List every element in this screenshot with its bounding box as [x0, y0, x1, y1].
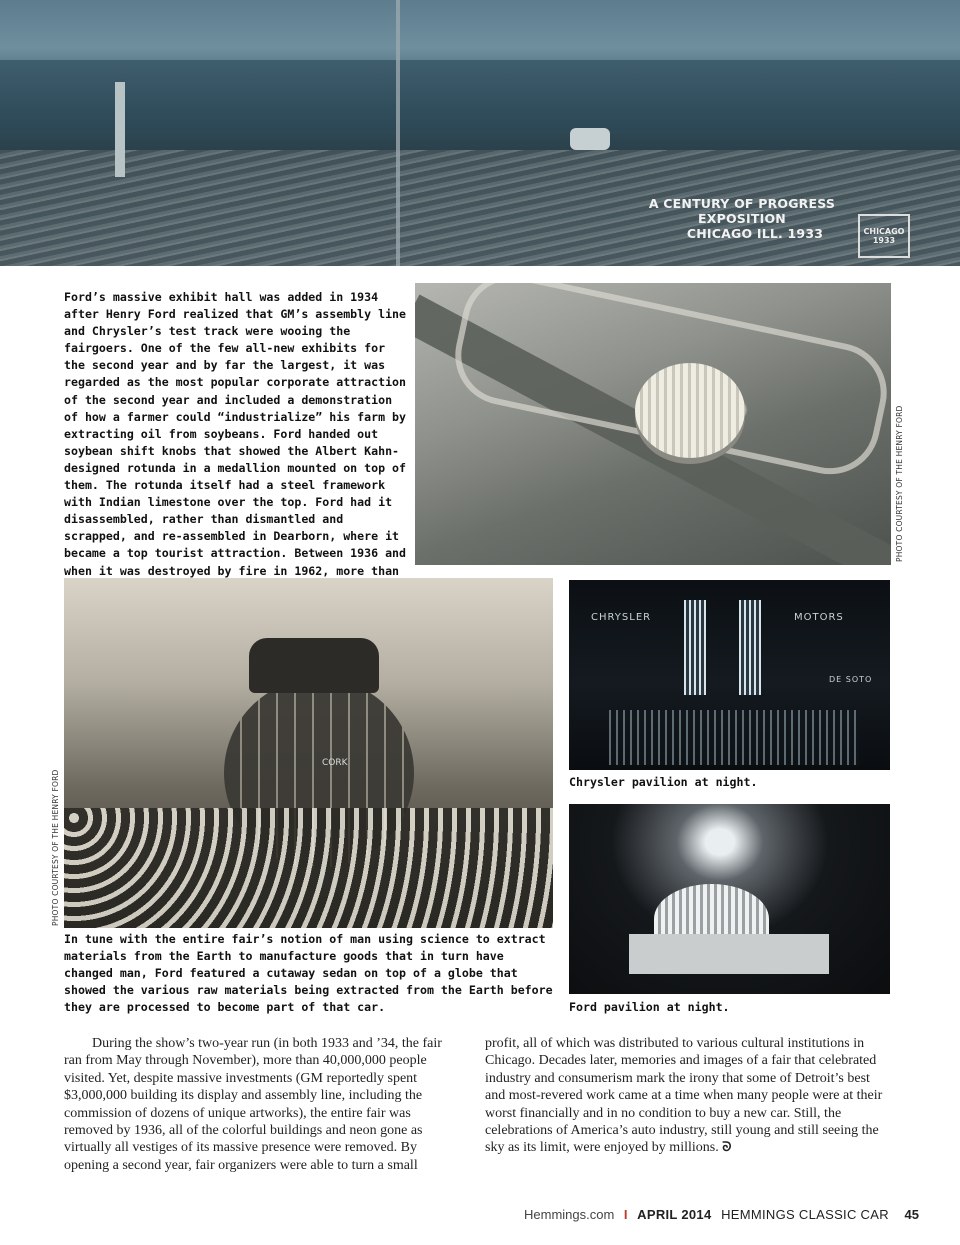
- page-number: 45: [904, 1207, 919, 1222]
- tower-shape: [115, 82, 125, 177]
- ford-rotunda-aerial-photo: [415, 283, 891, 565]
- panorama-photo: [0, 0, 960, 266]
- chrysler-caption: Chrysler pavilion at night.: [569, 775, 758, 789]
- globe-exhibit-caption: In tune with the entire fair’s notion of man using science to extract materials from the Earth to manufacture goods that in turn have changed man, Ford featured a cutaway sedan on top of a globe that showed the various raw materials being extracted from the Earth before they are processed to become part of that car.: [64, 932, 553, 1015]
- panorama-seam: [396, 0, 400, 266]
- panorama-caption: [627, 196, 857, 241]
- footer-magazine: HEMMINGS CLASSIC CAR: [721, 1207, 889, 1222]
- end-mark-icon: ᘐ: [722, 1140, 732, 1156]
- building-shape: [570, 128, 610, 150]
- seal-text: CHICAGO 1933: [863, 227, 905, 245]
- panorama-caption-line1: A CENTURY OF PROGRESS EXPOSITION: [648, 196, 836, 226]
- pylon-right: [739, 600, 761, 695]
- lake-area: [0, 60, 960, 130]
- article-column-2-text: profit, all of which was distributed to various cultural institutions in Chicago. Decades later, memories and images of a fair that celebrated industry and consumerism mark the irony that some of Detroit’s best and most-revered work came at a time when many people were at their worst financially and in no condition to buy a new car. Still, the celebrations of America’s auto industry, still young and still seeing the sky as its limit, were enjoyed by millions.: [485, 1036, 883, 1156]
- motors-sign: MOTORS: [794, 612, 844, 623]
- chrysler-pavilion-photo: [569, 580, 890, 770]
- crowd-shape: [64, 808, 553, 928]
- chrysler-sign: CHRYSLER: [591, 612, 652, 623]
- panorama-caption-line2: CHICAGO ILL. 1933: [686, 226, 824, 241]
- article-column-2: [485, 1035, 885, 1157]
- ford-exhibit-caption: Ford’s massive exhibit hall was added in 1934 after Henry Ford realized that GM’s assembly line and Chrysler’s test track were wooing the fairgoers. One of the few all-new exhibits for the second year and by far the largest, it was regarded as the most popular corporate attraction of the second year and included a demonstration of how a farmer could “industrialize” his farm by extracting oil from soybeans. Ford handed out soybean shift knobs that showed the Albert Kahn-designed rotunda in a medallion mounted on top of them. The rotunda itself had a steel framework with Indian limestone over the top. Ford had it disassembled, rather than dismantled and scrapped, and re-assembled in Dearborn, where it became a top tourist attraction. Between 1936 and when it was destroyed by fire in 1962, more than: [64, 290, 407, 578]
- sedan-shape: [249, 638, 379, 693]
- ford-pavilion-night-photo: [569, 804, 890, 994]
- page-footer: [524, 1207, 919, 1222]
- globe-exhibit-photo: [64, 578, 553, 928]
- footer-issue: APRIL 2014: [637, 1207, 712, 1222]
- reflection-pool: [609, 710, 859, 765]
- pavilion-wing-shape: [629, 934, 829, 974]
- rotunda-shape: [635, 363, 745, 458]
- desoto-sign: DE SOTO: [829, 675, 873, 684]
- exposition-seal: [858, 214, 910, 258]
- photo-credit-aerial: PHOTO COURTESY OF THE HENRY FORD: [895, 405, 904, 562]
- article-column-1: During the show’s two-year run (in both 1933 and ’34, the fair ran from May through November), more than 40,000,000 people visited. Yet, despite massive investments (GM reportedly spent $3,000,000 building its display and assembly line, including the commission of dozens of unique artworks), the entire fair was removed by 1936, all of the colorful buildings and neon gone as virtually all vestiges of its massive presence were removed. By opening a second year, fair organizers were able to turn a small: [64, 1036, 442, 1173]
- pylon-left: [684, 600, 706, 695]
- photo-credit-interior: PHOTO COURTESY OF THE HENRY FORD: [51, 769, 60, 926]
- footer-site: Hemmings.com: [524, 1207, 615, 1222]
- footer-separator: I: [623, 1207, 628, 1222]
- ford-night-caption: Ford pavilion at night.: [569, 1000, 730, 1014]
- globe-label: CORK: [322, 758, 348, 768]
